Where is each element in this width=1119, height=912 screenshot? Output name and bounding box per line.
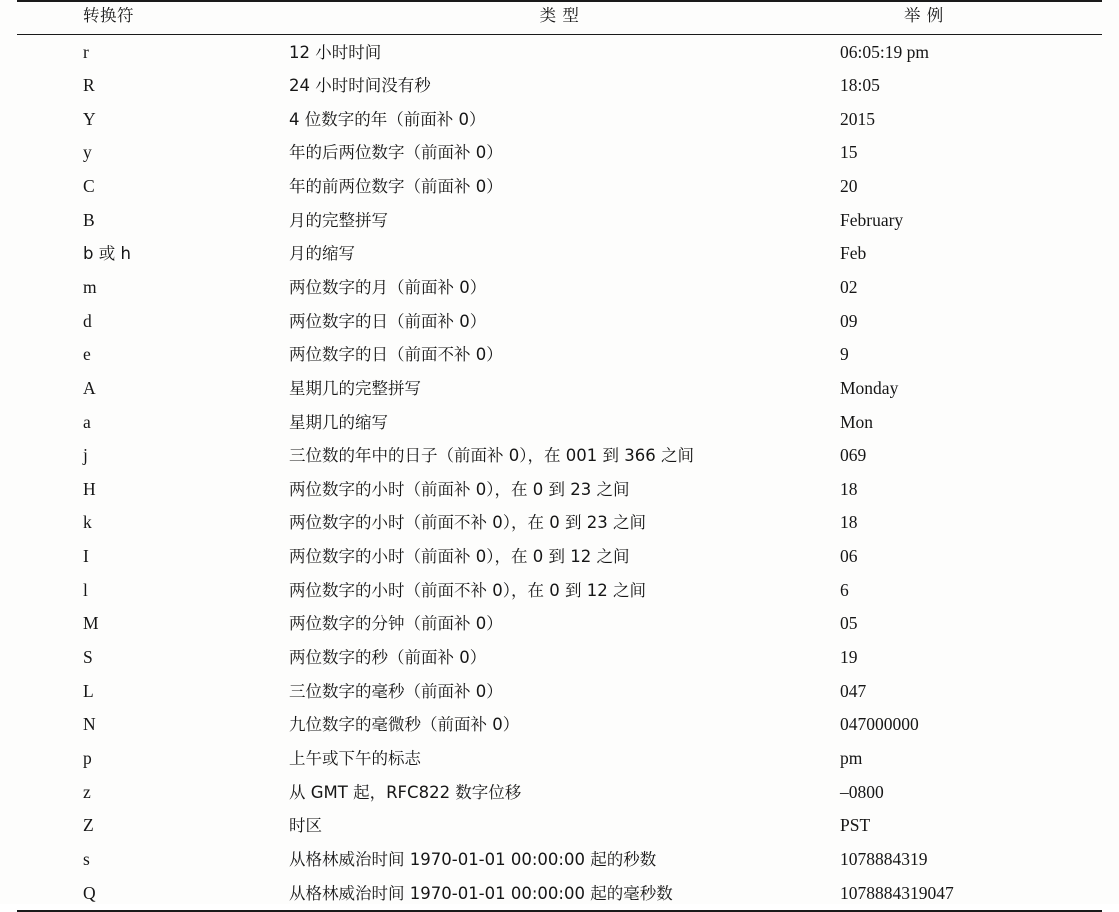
cell-example: pm xyxy=(840,747,863,768)
table-row xyxy=(17,304,1102,338)
table-row xyxy=(17,741,1102,775)
cell-example: Monday xyxy=(840,377,899,398)
table-row xyxy=(17,809,1102,843)
cell-type: 年的后两位数字（前面补 0） xyxy=(289,143,503,163)
cell-symbol: l xyxy=(83,579,88,600)
cell-symbol: a xyxy=(83,411,91,432)
cell-type: 两位数字的日（前面不补 0） xyxy=(289,345,503,365)
cell-type: 三位数的年中的日子（前面补 0），在 001 到 366 之间 xyxy=(289,446,694,466)
cell-example: 2015 xyxy=(840,108,875,129)
cell-example: 1078884319047 xyxy=(840,882,954,903)
cell-type: 九位数字的毫微秒（前面补 0） xyxy=(289,715,520,735)
cell-symbol: H xyxy=(83,478,96,499)
cell-symbol: B xyxy=(83,209,95,230)
table-row xyxy=(17,842,1102,876)
cell-type: 两位数字的月（前面补 0） xyxy=(289,277,487,297)
cell-example: –0800 xyxy=(840,781,884,802)
cell-type: 两位数字的小时（前面不补 0），在 0 到 12 之间 xyxy=(289,580,646,600)
cell-symbol: Q xyxy=(83,882,96,903)
cell-symbol: A xyxy=(83,377,96,398)
cell-type: 4 位数字的年（前面补 0） xyxy=(289,109,486,129)
cell-example: 15 xyxy=(840,142,858,163)
cell-example: 09 xyxy=(840,310,858,331)
column-header-symbol: 转换符 xyxy=(83,6,134,25)
cell-example: 9 xyxy=(840,344,849,365)
cell-symbol: b 或 h xyxy=(83,244,131,264)
cell-type: 两位数字的日（前面补 0） xyxy=(289,311,487,331)
cell-type: 时区 xyxy=(289,816,322,836)
table-row xyxy=(17,405,1102,439)
cell-symbol: p xyxy=(83,747,92,768)
table-header-row xyxy=(17,1,1102,35)
cell-example: 20 xyxy=(840,176,858,197)
cell-symbol: m xyxy=(83,276,97,297)
cell-type: 从格林威治时间 1970-01-01 00:00:00 起的毫秒数 xyxy=(289,883,673,903)
cell-example: 06:05:19 pm xyxy=(840,41,929,62)
table-row xyxy=(17,472,1102,506)
cell-symbol: r xyxy=(83,41,89,62)
cell-example: 18 xyxy=(840,478,858,499)
cell-symbol: N xyxy=(83,714,96,735)
cell-type: 星期几的缩写 xyxy=(289,412,388,432)
table-row xyxy=(17,35,1102,69)
table-body xyxy=(17,35,1102,911)
cell-type: 上午或下午的标志 xyxy=(289,748,421,768)
cell-type: 月的缩写 xyxy=(289,244,355,264)
cell-example: 6 xyxy=(840,579,849,600)
table-row xyxy=(17,203,1102,237)
table-row xyxy=(17,371,1102,405)
cell-type: 两位数字的小时（前面补 0），在 0 到 23 之间 xyxy=(289,479,630,499)
table-row xyxy=(17,506,1102,540)
cell-example: 02 xyxy=(840,276,858,297)
cell-type: 12 小时时间 xyxy=(289,42,382,62)
cell-symbol: z xyxy=(83,781,91,802)
column-header-type: 类 型 xyxy=(539,6,580,25)
cell-symbol: M xyxy=(83,613,99,634)
table-row xyxy=(17,170,1102,204)
column-header-example: 举 例 xyxy=(904,6,944,25)
cell-example: 069 xyxy=(840,445,867,466)
cell-type: 两位数字的秒（前面补 0） xyxy=(289,648,487,668)
cell-type: 从格林威治时间 1970-01-01 00:00:00 起的秒数 xyxy=(289,849,657,869)
cell-example: 18:05 xyxy=(840,75,880,96)
cell-example: Mon xyxy=(840,411,874,432)
table-row xyxy=(17,136,1102,170)
cell-type: 两位数字的小时（前面不补 0），在 0 到 23 之间 xyxy=(289,513,646,533)
table-row xyxy=(17,641,1102,675)
table-row xyxy=(17,338,1102,372)
cell-type: 星期几的完整拼写 xyxy=(289,378,421,398)
conversion-characters-table xyxy=(17,0,1102,912)
cell-symbol: Y xyxy=(83,108,96,129)
table-row xyxy=(17,540,1102,574)
cell-example: PST xyxy=(840,815,871,836)
cell-example: 18 xyxy=(840,512,858,533)
cell-symbol: Z xyxy=(83,815,94,836)
cell-symbol: y xyxy=(83,142,92,163)
table-row xyxy=(17,237,1102,271)
cell-type: 月的完整拼写 xyxy=(289,210,388,230)
table-row xyxy=(17,607,1102,641)
cell-example: 06 xyxy=(840,546,858,567)
cell-symbol: I xyxy=(83,546,89,567)
cell-symbol: R xyxy=(83,75,95,96)
cell-symbol: k xyxy=(83,512,92,533)
table-row xyxy=(17,439,1102,473)
table-row xyxy=(17,573,1102,607)
cell-example: 047000000 xyxy=(840,714,919,735)
cell-symbol: s xyxy=(83,848,90,869)
cell-example: 19 xyxy=(840,647,858,668)
cell-example: Feb xyxy=(840,243,867,264)
cell-symbol: C xyxy=(83,176,95,197)
cell-symbol: L xyxy=(83,680,94,701)
table-row xyxy=(17,876,1102,911)
table-row xyxy=(17,708,1102,742)
cell-type: 两位数字的小时（前面补 0），在 0 到 12 之间 xyxy=(289,547,630,567)
cell-type: 从 GMT 起，RFC822 数字位移 xyxy=(289,782,522,802)
cell-symbol: d xyxy=(83,310,92,331)
cell-symbol: e xyxy=(83,344,91,365)
table-row xyxy=(17,674,1102,708)
cell-type: 三位数字的毫秒（前面补 0） xyxy=(289,681,503,701)
table-row xyxy=(17,270,1102,304)
table-header xyxy=(17,1,1102,35)
cell-type: 两位数字的分钟（前面补 0） xyxy=(289,614,503,634)
cell-example: 1078884319 xyxy=(840,848,928,869)
cell-type: 年的前两位数字（前面补 0） xyxy=(289,177,503,197)
cell-type: 24 小时时间没有秒 xyxy=(289,76,431,96)
cell-example: 05 xyxy=(840,613,858,634)
table-row xyxy=(17,69,1102,103)
cell-example: 047 xyxy=(840,680,867,701)
cell-symbol: j xyxy=(83,445,88,466)
cell-symbol: S xyxy=(83,647,93,668)
table-row xyxy=(17,775,1102,809)
cell-example: February xyxy=(840,209,904,230)
table-row xyxy=(17,102,1102,136)
